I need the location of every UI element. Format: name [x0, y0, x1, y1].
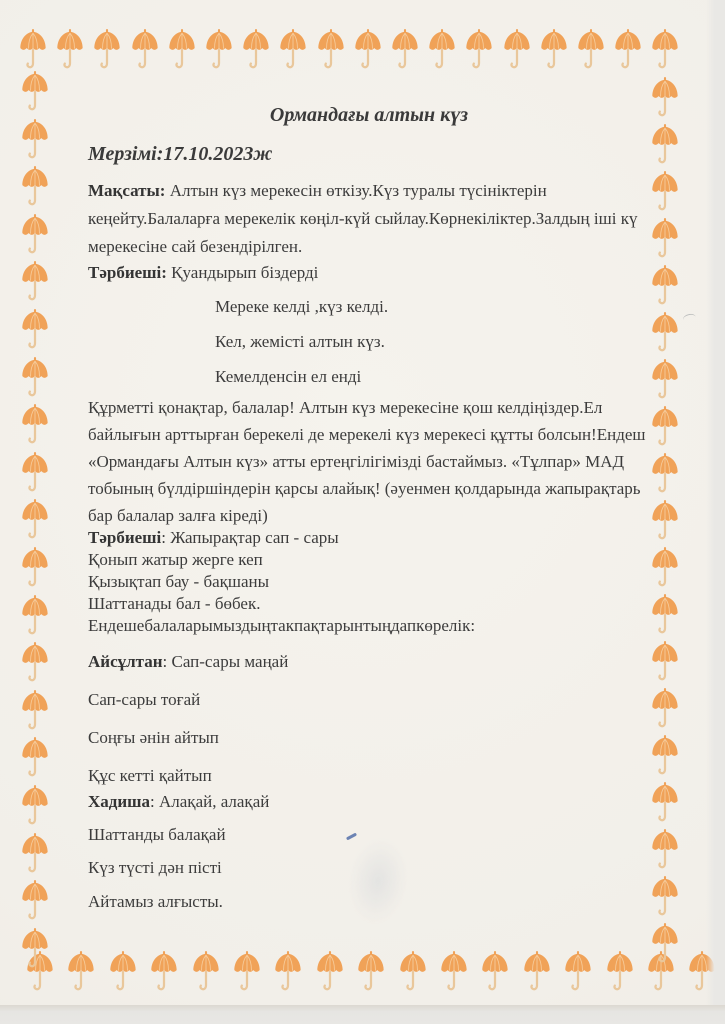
umbrella-icon — [20, 403, 50, 448]
umbrella-icon — [204, 28, 234, 73]
umbrella-icon — [650, 28, 680, 73]
umbrella-icon — [20, 594, 50, 639]
aisultan-line: Соңғы әнін айтып — [88, 728, 219, 747]
umbrella-icon — [650, 76, 680, 121]
umbrella-icon — [650, 734, 680, 779]
umbrella-icon — [20, 308, 50, 353]
umbrella-icon — [650, 170, 680, 215]
khadisha-line — [88, 792, 269, 812]
umbrella-icon — [18, 28, 48, 73]
umbrella-icon — [605, 950, 635, 995]
poem-line: Мереке келді ,күз келді. — [215, 297, 389, 316]
umbrella-icon — [650, 781, 680, 826]
umbrella-icon — [650, 264, 680, 309]
umbrella-icon — [20, 260, 50, 305]
umbrella-icon — [20, 498, 50, 543]
khadisha-label: Хадиша — [88, 792, 151, 811]
umbrella-icon — [650, 828, 680, 873]
poem-line: Кемелденсін ел енді — [215, 367, 362, 386]
goal-line: мерекесіне сай безендірілген. — [88, 237, 303, 256]
umbrella-icon — [650, 405, 680, 450]
umbrella-icon — [278, 28, 308, 73]
khadisha-line: Шаттанды балақай — [88, 825, 226, 844]
umbrella-icon — [650, 499, 680, 544]
goal-line: кеңейту.Балаларға мерекелік көңіл-күй сыйлау.Көрнекіліктер.Залдың іші кү — [88, 209, 638, 228]
teacher-text: Қуандырып біздерді — [166, 263, 319, 282]
welcome-line: байлығын арттырған берекелі де мерекелі күз мерекесі құтты болсын!Ендеш — [88, 425, 646, 444]
umbrella-icon — [613, 28, 643, 73]
umbrella-icon — [20, 356, 50, 401]
umbrella-icon — [316, 28, 346, 73]
umbrella-icon — [66, 950, 96, 995]
date-line: Мерзімі:17.10.2023ж — [88, 143, 273, 165]
aisultan-line: Сап-сары тоғай — [88, 690, 201, 709]
leaf-poem-line: Қонып жатыр жерге кеп — [88, 550, 263, 569]
aisultan-line — [88, 652, 288, 672]
umbrella-icon — [650, 546, 680, 591]
umbrella-icon — [20, 641, 50, 686]
umbrella-icon — [356, 950, 386, 995]
umbrella-icon — [650, 123, 680, 168]
umbrella-icon — [480, 950, 510, 995]
umbrella-icon — [20, 927, 50, 972]
aisultan-label: Айсұлтан — [88, 652, 163, 671]
umbrella-icon — [650, 452, 680, 497]
welcome-line: тобының бүлдіршіндерін қарсы алайық! (әуенмен қолдарында жапырақтарь — [88, 479, 641, 498]
aisultan-text: : Сап-сары маңай — [162, 652, 289, 671]
umbrella-icon — [576, 28, 606, 73]
umbrella-icon — [55, 28, 85, 73]
umbrella-icon — [241, 28, 271, 73]
umbrella-icon — [92, 28, 122, 73]
leaf-poem-text: : Жапырақтар сап - сары — [161, 528, 339, 547]
teacher-label: Тәрбиеші: — [88, 263, 167, 282]
welcome-line: Құрметті қонақтар, балалар! Алтын күз мерекесіне қош келдіңіздер.Ел — [88, 398, 603, 417]
teacher-label: Тәрбиеші — [88, 528, 162, 547]
umbrella-icon — [563, 950, 593, 995]
umbrella-icon — [539, 28, 569, 73]
aisultan-line: Құс кетті қайтып — [88, 766, 212, 785]
umbrella-icon — [20, 546, 50, 591]
umbrella-icon — [502, 28, 532, 73]
umbrella-icon — [20, 213, 50, 258]
umbrella-icon — [20, 784, 50, 829]
scan-edge-bottom — [0, 1005, 725, 1024]
umbrella-icon — [20, 70, 50, 115]
umbrella-icon — [427, 28, 457, 73]
umbrella-icon — [20, 451, 50, 496]
goal-label: Мақсаты: — [88, 181, 166, 200]
umbrella-icon — [167, 28, 197, 73]
umbrella-icon — [650, 687, 680, 732]
umbrella-icon — [108, 950, 138, 995]
umbrella-icon — [20, 736, 50, 781]
poem-line: Кел, жемісті алтын күз. — [215, 332, 385, 351]
khadisha-text: : Алақай, алақай — [150, 792, 270, 811]
umbrella-icon — [315, 950, 345, 995]
umbrella-icon — [398, 950, 428, 995]
leaf-poem-line — [88, 528, 339, 548]
umbrella-icon — [20, 689, 50, 734]
umbrella-icon — [464, 28, 494, 73]
khadisha-line: Айтамыз алғысты. — [88, 892, 223, 911]
umbrella-icon — [20, 832, 50, 877]
umbrella-icon — [232, 950, 262, 995]
welcome-line: «Ормандағы Алтын күз» атты ертеңгілігімізді бастаймыз. «Тұлпар» МАД — [88, 452, 625, 471]
welcome-line: бар балалар залға кіреді) — [88, 506, 268, 525]
umbrella-icon — [650, 358, 680, 403]
umbrella-icon — [130, 28, 160, 73]
umbrella-icon — [522, 950, 552, 995]
umbrella-icon — [273, 950, 303, 995]
umbrella-icon — [650, 922, 680, 967]
umbrella-icon — [353, 28, 383, 73]
umbrella-icon — [439, 950, 469, 995]
leaf-poem-line: Ендешебалаларымыздыңтакпақтарынтыңдапкөрелік: — [88, 616, 476, 635]
umbrella-icon — [20, 165, 50, 210]
umbrella-icon — [390, 28, 420, 73]
umbrella-icon — [650, 217, 680, 262]
umbrella-icon — [650, 311, 680, 356]
umbrella-icon — [650, 875, 680, 920]
khadisha-line: Күз түсті дән пісті — [88, 858, 222, 877]
page-title: Ормандағы алтын күз — [269, 104, 469, 126]
paper-smudge — [328, 815, 428, 948]
leaf-poem-line: Қызықтап бау - бақшаны — [88, 572, 270, 591]
umbrella-icon — [650, 640, 680, 685]
umbrella-icon — [149, 950, 179, 995]
goal-text: Алтын күз мерекесін өткізу.Күз туралы түсініктерін — [165, 181, 547, 200]
scan-edge-right — [706, 0, 725, 1010]
umbrella-icon — [20, 118, 50, 163]
leaf-poem-line: Шаттанады бал - бөбек. — [88, 594, 261, 613]
umbrella-icon — [650, 593, 680, 638]
teacher-intro-line — [88, 263, 318, 283]
goal-line — [88, 181, 547, 201]
umbrella-icon — [191, 950, 221, 995]
umbrella-icon — [20, 879, 50, 924]
